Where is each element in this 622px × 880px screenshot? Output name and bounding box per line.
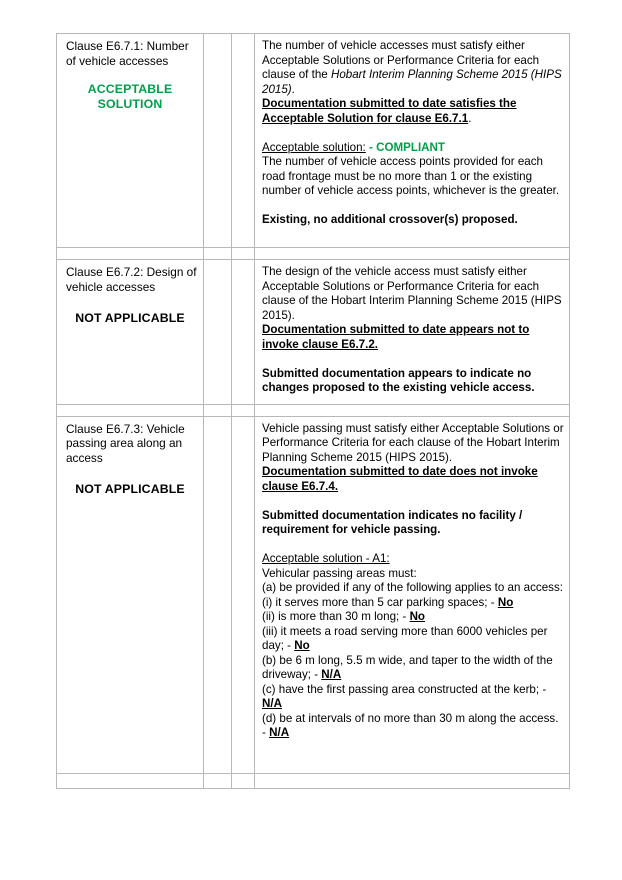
intro-text-plain: Vehicle passing must satisfy either Acceptable Solutions or Performance Criteria for each clause of the Hobart Interim Planning Scheme 2015 (HIPS 2015). — [262, 421, 564, 464]
clause-cell — [57, 34, 204, 248]
assessment-table — [56, 33, 570, 789]
criteria-text: (i) it serves more than 5 car parking spaces; - — [262, 595, 498, 609]
spacer-cell — [57, 404, 204, 416]
solution-body: The number of vehicle access points provided for each road frontage must be no more than 1 or the existing number of vehicle access points, whichever is the greater. — [262, 155, 560, 197]
finding-statement: Documentation submitted to date does not invoke clause E6.7.4. — [262, 465, 538, 493]
solution-label: Acceptable solution - A1: — [262, 552, 390, 565]
criteria-item — [262, 581, 564, 596]
narrow-cell-b — [232, 34, 255, 248]
scheme-name-italic: Hobart Interim Planning Scheme 2015 (HIPS 2015) — [262, 68, 562, 96]
spacer-cell — [204, 404, 232, 416]
criteria-text: (ii) is more than 30 m long; - — [262, 610, 410, 623]
criteria-item — [262, 596, 564, 611]
narrow-cell-a — [204, 260, 232, 405]
criteria-answer: N/A — [262, 697, 282, 710]
criteria-item — [262, 654, 564, 683]
table-row — [57, 34, 570, 248]
finding-statement: Documentation submitted to date appears not to invoke clause E6.7.2. — [262, 323, 530, 351]
clause-title: Clause E6.7.3: Vehicle passing area along an access — [66, 421, 185, 465]
intro-text-plain: The number of vehicle accesses must satisfy either Acceptable Solutions or Performance Criteria for each clause of the — [262, 39, 540, 81]
empty-cell — [204, 773, 232, 788]
spacer-cell — [255, 404, 570, 416]
intro-text-period: . — [291, 82, 295, 96]
criteria-item — [262, 683, 564, 712]
criteria-answer: No — [497, 595, 514, 609]
narrow-cell-b — [232, 260, 255, 405]
compliance-status: - COMPLIANT — [369, 140, 446, 154]
status-badge: ACCEPTABLE SOLUTION — [87, 82, 173, 111]
status-badge: NOT APPLICABLE — [75, 311, 185, 326]
criteria-text: (b) be 6 m long, 5.5 m wide, and taper to the width of the driveway; - — [262, 653, 553, 681]
conclusion-statement: Existing, no additional crossover(s) proposed. — [262, 213, 518, 226]
clause-title: Clause E6.7.2: Design of vehicle accesses — [66, 265, 197, 294]
table-row — [57, 416, 570, 773]
paragraph-spacer — [262, 352, 564, 367]
solution-intro: Vehicular passing areas must: — [262, 566, 417, 580]
paragraph-spacer — [262, 199, 564, 214]
status-badge: NOT APPLICABLE — [75, 482, 185, 497]
criteria-text: (d) be at intervals of no more than 30 m along the access. - — [262, 711, 559, 739]
criteria-text: (c) have the first passing area constructed at the kerb; - — [262, 682, 547, 696]
table-spacer-row — [57, 248, 570, 260]
narrow-cell-b — [232, 416, 255, 773]
paragraph-spacer — [262, 494, 564, 509]
detail-cell — [255, 416, 570, 773]
detail-cell — [255, 34, 570, 248]
detail-cell — [255, 260, 570, 405]
criteria-item — [262, 610, 564, 625]
table-spacer-row — [57, 404, 570, 416]
narrow-cell-a — [204, 34, 232, 248]
criteria-text: (iii) it meets a road serving more than 6000 vehicles per day; - — [262, 624, 548, 652]
spacer-cell — [232, 404, 255, 416]
clause-title: Clause E6.7.1: Number of vehicle accesses — [66, 39, 189, 68]
narrow-cell-a — [204, 416, 232, 773]
criteria-item — [262, 625, 564, 654]
criteria-answer: N/A — [321, 668, 342, 681]
finding-period: . — [468, 111, 472, 125]
solution-label: Acceptable solution: — [262, 140, 366, 154]
conclusion-statement: Submitted documentation indicates no facility / requirement for vehicle passing. — [262, 508, 523, 536]
spacer-cell — [57, 248, 204, 260]
clause-cell — [57, 416, 204, 773]
table-row-empty — [57, 773, 570, 788]
criteria-list — [262, 581, 564, 741]
criteria-text: (a) be provided if any of the following applies to an access: — [262, 581, 563, 594]
empty-cell — [255, 773, 570, 788]
criteria-answer: N/A — [269, 726, 290, 739]
criteria-answer: No — [294, 639, 310, 652]
table-row — [57, 260, 570, 405]
empty-cell — [57, 773, 204, 788]
spacer-cell — [204, 248, 232, 260]
criteria-item — [262, 712, 564, 741]
criteria-answer: No — [409, 610, 426, 623]
paragraph-spacer — [262, 126, 564, 141]
paragraph-spacer — [262, 538, 564, 553]
clause-cell — [57, 260, 204, 405]
conclusion-statement: Submitted documentation appears to indicate no changes proposed to the existing vehicle access. — [262, 366, 535, 394]
spacer-cell — [232, 248, 255, 260]
finding-statement: Documentation submitted to date satisfies the Acceptable Solution for clause E6.7.1 — [262, 97, 517, 125]
spacer-cell — [255, 248, 570, 260]
intro-text-plain: The design of the vehicle access must satisfy either Acceptable Solutions or Performance Criteria for each clause of the Hobart Interim Planning Scheme 2015 (HIPS 2015). — [262, 265, 562, 322]
empty-cell — [232, 773, 255, 788]
